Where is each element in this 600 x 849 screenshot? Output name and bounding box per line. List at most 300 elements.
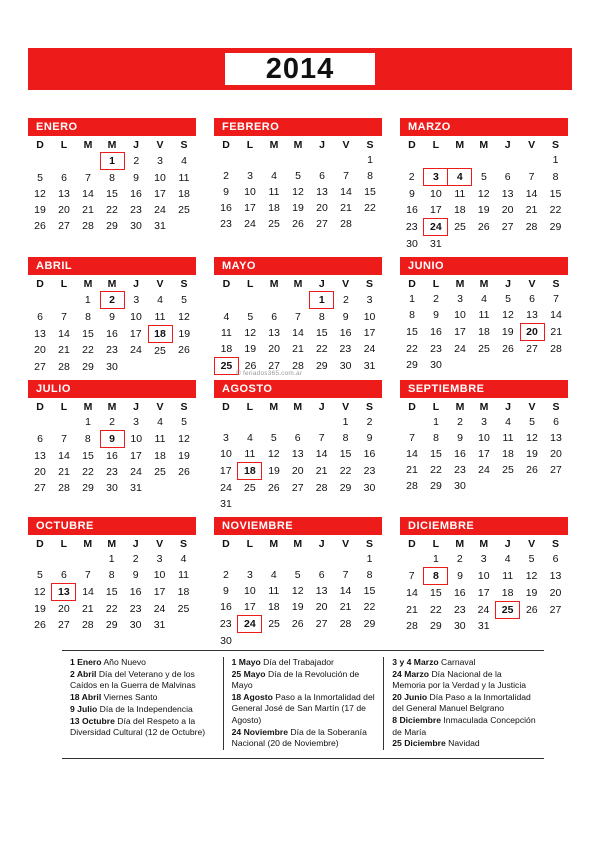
- day-cell[interactable]: 6: [504, 171, 511, 183]
- day-cell[interactable]: 10: [244, 186, 256, 198]
- day-cell[interactable]: 27: [291, 481, 304, 494]
- day-cell[interactable]: 19: [292, 202, 304, 214]
- day-cell[interactable]: 30: [220, 634, 232, 647]
- day-cell[interactable]: 10: [220, 448, 232, 461]
- day-cell[interactable]: 10: [454, 309, 466, 322]
- day-cell[interactable]: 18: [453, 204, 466, 217]
- day-cell[interactable]: 26: [292, 218, 304, 230]
- day-cell[interactable]: 3: [133, 294, 140, 306]
- day-cell[interactable]: 29: [430, 620, 442, 633]
- day-cell[interactable]: 23: [219, 618, 232, 630]
- day-cell[interactable]: 9: [223, 585, 229, 597]
- day-cell[interactable]: 8: [85, 310, 91, 323]
- day-cell[interactable]: 10: [478, 432, 490, 444]
- day-cell[interactable]: 27: [34, 482, 46, 494]
- day-cell[interactable]: 20: [550, 448, 562, 460]
- day-cell[interactable]: 22: [106, 204, 118, 216]
- day-cell[interactable]: 4: [180, 553, 187, 565]
- day-cell[interactable]: 8: [84, 433, 91, 445]
- day-cell[interactable]: 10: [244, 585, 256, 597]
- day-cell[interactable]: 25: [244, 482, 256, 494]
- day-cell[interactable]: 3: [223, 432, 229, 444]
- day-cell[interactable]: 25: [454, 221, 466, 233]
- day-cell[interactable]: 20: [315, 601, 328, 614]
- day-cell[interactable]: 2: [342, 294, 349, 306]
- day-cell[interactable]: 18: [154, 449, 166, 462]
- day-cell[interactable]: 7: [61, 433, 67, 445]
- day-cell[interactable]: 29: [339, 481, 352, 494]
- day-cell[interactable]: 25: [178, 204, 190, 216]
- day-cell[interactable]: 27: [268, 360, 280, 372]
- day-cell[interactable]: 9: [433, 309, 439, 322]
- day-cell[interactable]: 25: [154, 344, 166, 357]
- day-cell-holiday[interactable]: 9: [100, 431, 124, 448]
- day-cell[interactable]: 6: [61, 171, 67, 184]
- day-cell[interactable]: 1: [433, 416, 439, 428]
- day-cell[interactable]: 15: [106, 188, 118, 200]
- day-cell[interactable]: 9: [109, 311, 115, 323]
- day-cell[interactable]: 18: [502, 448, 514, 460]
- day-cell-holiday[interactable]: 24: [238, 616, 262, 633]
- day-cell[interactable]: 14: [292, 327, 304, 339]
- day-cell[interactable]: 8: [367, 170, 373, 182]
- day-cell[interactable]: 3: [157, 155, 163, 167]
- day-cell[interactable]: 9: [366, 432, 373, 444]
- day-cell[interactable]: 26: [267, 481, 280, 494]
- day-cell[interactable]: 13: [316, 186, 328, 198]
- day-cell[interactable]: 5: [37, 171, 43, 184]
- day-cell[interactable]: 7: [295, 310, 301, 323]
- day-cell[interactable]: 7: [84, 569, 91, 582]
- day-cell[interactable]: 21: [315, 465, 328, 477]
- day-cell[interactable]: 24: [154, 204, 166, 216]
- day-cell[interactable]: 5: [481, 171, 487, 183]
- day-cell[interactable]: 17: [244, 601, 256, 613]
- day-cell[interactable]: 5: [37, 569, 43, 582]
- day-cell[interactable]: 13: [315, 585, 328, 597]
- day-cell[interactable]: 9: [342, 310, 349, 323]
- day-cell[interactable]: 1: [409, 293, 415, 305]
- day-cell[interactable]: 5: [505, 293, 511, 305]
- day-cell[interactable]: 19: [268, 465, 280, 477]
- day-cell[interactable]: 29: [363, 618, 376, 630]
- day-cell[interactable]: 23: [339, 343, 352, 356]
- day-cell[interactable]: 26: [244, 360, 257, 372]
- day-cell[interactable]: 21: [406, 603, 418, 616]
- day-cell-holiday[interactable]: 1: [100, 153, 124, 170]
- day-cell[interactable]: 23: [454, 464, 466, 476]
- day-cell[interactable]: 2: [223, 170, 229, 182]
- day-cell[interactable]: 20: [316, 202, 328, 214]
- day-cell[interactable]: 19: [34, 602, 46, 615]
- day-cell[interactable]: 17: [154, 188, 166, 200]
- day-cell[interactable]: 11: [268, 186, 280, 198]
- day-cell[interactable]: 9: [457, 432, 463, 444]
- day-cell[interactable]: 29: [549, 221, 562, 233]
- day-cell[interactable]: 1: [85, 416, 91, 429]
- day-cell[interactable]: 20: [291, 465, 304, 477]
- day-cell[interactable]: 21: [340, 202, 352, 214]
- day-cell[interactable]: 26: [34, 220, 46, 232]
- day-cell[interactable]: 14: [58, 449, 70, 462]
- day-cell[interactable]: 21: [406, 464, 418, 476]
- day-cell[interactable]: 17: [153, 586, 166, 598]
- day-cell[interactable]: 17: [454, 326, 466, 338]
- day-cell[interactable]: 25: [268, 618, 280, 630]
- day-cell[interactable]: 17: [363, 327, 376, 339]
- day-cell-holiday[interactable]: 20: [520, 324, 544, 341]
- day-cell[interactable]: 9: [133, 171, 139, 184]
- day-cell[interactable]: 11: [244, 448, 256, 460]
- day-cell[interactable]: 15: [549, 187, 562, 200]
- day-cell[interactable]: 8: [342, 432, 349, 444]
- day-cell[interactable]: 13: [268, 327, 280, 339]
- day-cell[interactable]: 26: [291, 618, 304, 630]
- day-cell[interactable]: 15: [430, 448, 442, 460]
- day-cell[interactable]: 14: [340, 186, 352, 198]
- day-cell[interactable]: 8: [109, 172, 115, 184]
- day-cell[interactable]: 14: [82, 586, 94, 598]
- day-cell[interactable]: 24: [153, 602, 166, 615]
- day-cell[interactable]: 30: [454, 480, 466, 492]
- day-cell[interactable]: 19: [501, 326, 514, 338]
- day-cell[interactable]: 26: [34, 619, 46, 631]
- day-cell[interactable]: 10: [153, 569, 166, 582]
- day-cell[interactable]: 3: [133, 416, 139, 429]
- day-cell[interactable]: 3: [246, 569, 253, 581]
- day-cell[interactable]: 28: [340, 218, 352, 230]
- day-cell[interactable]: 15: [406, 326, 418, 338]
- day-cell[interactable]: 23: [363, 465, 376, 477]
- day-cell[interactable]: 23: [220, 218, 232, 230]
- day-cell[interactable]: 22: [406, 342, 418, 355]
- day-cell[interactable]: 4: [481, 293, 487, 305]
- day-cell[interactable]: 24: [363, 343, 376, 356]
- day-cell[interactable]: 30: [406, 237, 418, 250]
- day-cell[interactable]: 5: [528, 553, 535, 566]
- day-cell[interactable]: 2: [132, 553, 139, 565]
- day-cell[interactable]: 30: [129, 619, 142, 631]
- day-cell[interactable]: 28: [81, 619, 94, 631]
- day-cell[interactable]: 15: [82, 449, 94, 462]
- day-cell[interactable]: 28: [58, 360, 70, 373]
- day-cell[interactable]: 23: [106, 466, 118, 478]
- day-cell[interactable]: 30: [339, 360, 352, 372]
- day-cell[interactable]: 7: [61, 310, 67, 323]
- day-cell[interactable]: 25: [478, 342, 490, 355]
- day-cell[interactable]: 26: [477, 221, 490, 233]
- day-cell[interactable]: 27: [34, 360, 46, 373]
- day-cell[interactable]: 23: [430, 342, 442, 355]
- day-cell[interactable]: 14: [82, 188, 94, 200]
- day-cell[interactable]: 7: [85, 171, 91, 184]
- day-cell[interactable]: 31: [154, 220, 166, 232]
- day-cell[interactable]: 16: [220, 601, 232, 614]
- day-cell[interactable]: 31: [363, 360, 376, 372]
- day-cell[interactable]: 20: [268, 343, 280, 356]
- day-cell[interactable]: 15: [430, 587, 442, 599]
- day-cell[interactable]: 11: [454, 188, 466, 200]
- day-cell[interactable]: 31: [153, 619, 166, 631]
- day-cell[interactable]: 7: [343, 170, 349, 182]
- day-cell[interactable]: 2: [366, 416, 373, 428]
- day-cell[interactable]: 8: [108, 569, 115, 582]
- day-cell[interactable]: 1: [342, 416, 349, 428]
- day-cell[interactable]: 20: [34, 466, 46, 478]
- day-cell[interactable]: 11: [268, 585, 280, 597]
- day-cell[interactable]: 3: [480, 553, 487, 566]
- day-cell[interactable]: 29: [106, 220, 118, 232]
- day-cell[interactable]: 31: [477, 620, 490, 633]
- day-cell[interactable]: 13: [526, 309, 538, 321]
- day-cell[interactable]: 6: [271, 310, 278, 323]
- day-cell[interactable]: 7: [528, 171, 535, 183]
- day-cell[interactable]: 28: [525, 221, 538, 233]
- day-cell[interactable]: 5: [247, 310, 254, 323]
- day-cell[interactable]: 4: [504, 553, 511, 566]
- day-cell[interactable]: 1: [367, 154, 373, 166]
- day-cell[interactable]: 19: [477, 204, 490, 217]
- day-cell[interactable]: 6: [37, 433, 43, 445]
- day-cell[interactable]: 16: [106, 327, 118, 340]
- day-cell[interactable]: 12: [291, 585, 304, 597]
- day-cell[interactable]: 16: [430, 326, 442, 338]
- day-cell[interactable]: 17: [129, 327, 142, 340]
- day-cell-holiday[interactable]: 2: [100, 292, 124, 309]
- day-cell[interactable]: 28: [82, 220, 94, 232]
- day-cell[interactable]: 21: [81, 602, 94, 615]
- day-cell[interactable]: 30: [106, 360, 118, 373]
- day-cell[interactable]: 3: [156, 553, 163, 565]
- day-cell[interactable]: 10: [130, 433, 143, 445]
- day-cell[interactable]: 16: [339, 327, 352, 339]
- day-cell[interactable]: 22: [430, 464, 442, 476]
- day-cell[interactable]: 9: [457, 570, 463, 582]
- day-cell[interactable]: 30: [130, 220, 142, 232]
- day-cell[interactable]: 26: [525, 603, 538, 616]
- day-cell[interactable]: 4: [246, 432, 253, 444]
- day-cell[interactable]: 24: [130, 466, 142, 478]
- day-cell[interactable]: 27: [315, 618, 328, 630]
- day-cell[interactable]: 9: [409, 187, 415, 200]
- day-cell[interactable]: 27: [526, 343, 538, 355]
- day-cell[interactable]: 13: [34, 449, 46, 462]
- day-cell[interactable]: 20: [34, 344, 46, 357]
- day-cell-holiday[interactable]: 25: [215, 358, 239, 375]
- day-cell[interactable]: 22: [82, 466, 94, 478]
- day-cell[interactable]: 7: [408, 570, 415, 582]
- day-cell[interactable]: 11: [502, 570, 514, 582]
- day-cell[interactable]: 15: [339, 448, 352, 461]
- day-cell[interactable]: 26: [178, 466, 190, 478]
- day-cell[interactable]: 28: [292, 360, 304, 372]
- day-cell[interactable]: 25: [268, 218, 280, 230]
- day-cell[interactable]: 19: [34, 204, 46, 216]
- day-cell[interactable]: 27: [316, 218, 328, 230]
- day-cell[interactable]: 15: [315, 327, 328, 339]
- day-cell[interactable]: 5: [294, 569, 301, 581]
- day-cell[interactable]: 13: [549, 570, 562, 582]
- day-cell[interactable]: 12: [526, 432, 538, 444]
- day-cell[interactable]: 13: [291, 448, 304, 461]
- day-cell[interactable]: 4: [271, 170, 277, 182]
- day-cell-holiday[interactable]: 8: [424, 568, 448, 585]
- day-cell[interactable]: 21: [550, 326, 563, 338]
- day-cell[interactable]: 12: [178, 310, 190, 323]
- day-cell[interactable]: 3: [457, 293, 463, 305]
- day-cell-holiday[interactable]: 18: [148, 325, 172, 342]
- day-cell[interactable]: 19: [291, 601, 304, 614]
- day-cell[interactable]: 6: [294, 432, 301, 444]
- day-cell[interactable]: 5: [181, 416, 187, 429]
- day-cell[interactable]: 3: [481, 416, 487, 428]
- day-cell[interactable]: 28: [550, 342, 562, 355]
- day-cell[interactable]: 18: [501, 586, 514, 599]
- day-cell[interactable]: 29: [406, 359, 418, 371]
- day-cell[interactable]: 28: [58, 482, 70, 494]
- day-cell[interactable]: 6: [552, 553, 559, 566]
- day-cell[interactable]: 7: [553, 293, 559, 305]
- day-cell[interactable]: 4: [157, 416, 163, 429]
- day-cell[interactable]: 17: [244, 202, 256, 214]
- day-cell[interactable]: 7: [409, 432, 415, 444]
- day-cell[interactable]: 10: [477, 570, 490, 582]
- day-cell[interactable]: 22: [363, 601, 376, 614]
- day-cell[interactable]: 6: [319, 170, 325, 182]
- day-cell[interactable]: 19: [525, 586, 538, 599]
- day-cell[interactable]: 29: [82, 482, 94, 494]
- day-cell[interactable]: 15: [364, 186, 376, 198]
- day-cell[interactable]: 24: [477, 603, 490, 616]
- day-cell[interactable]: 10: [430, 188, 442, 200]
- day-cell[interactable]: 8: [366, 569, 373, 581]
- day-cell[interactable]: 15: [105, 586, 118, 598]
- day-cell[interactable]: 10: [130, 310, 142, 323]
- day-cell[interactable]: 22: [430, 603, 442, 616]
- day-cell[interactable]: 11: [154, 310, 166, 323]
- day-cell[interactable]: 27: [58, 619, 70, 631]
- day-cell[interactable]: 2: [223, 569, 229, 581]
- day-cell[interactable]: 18: [177, 586, 190, 598]
- day-cell[interactable]: 21: [292, 343, 304, 356]
- day-cell[interactable]: 17: [219, 465, 232, 477]
- day-cell[interactable]: 26: [502, 342, 514, 355]
- day-cell[interactable]: 2: [433, 293, 439, 305]
- day-cell[interactable]: 22: [315, 343, 328, 356]
- day-cell[interactable]: 16: [454, 448, 466, 460]
- day-cell[interactable]: 6: [37, 310, 43, 323]
- day-cell[interactable]: 11: [478, 309, 490, 322]
- day-cell[interactable]: 15: [82, 327, 94, 340]
- day-cell-holiday[interactable]: 24: [424, 219, 448, 236]
- day-cell[interactable]: 12: [267, 448, 280, 461]
- day-cell[interactable]: 30: [453, 620, 466, 633]
- day-cell[interactable]: 4: [223, 310, 230, 323]
- day-cell[interactable]: 14: [339, 585, 352, 597]
- day-cell-holiday[interactable]: 25: [496, 601, 520, 618]
- day-cell[interactable]: 27: [58, 220, 70, 232]
- day-cell[interactable]: 1: [432, 553, 439, 565]
- day-cell[interactable]: 21: [525, 204, 538, 217]
- day-cell[interactable]: 20: [501, 204, 514, 217]
- day-cell[interactable]: 23: [130, 204, 142, 216]
- day-cell[interactable]: 4: [181, 155, 187, 167]
- day-cell[interactable]: 18: [220, 343, 233, 355]
- day-cell[interactable]: 13: [58, 188, 70, 200]
- day-cell[interactable]: 17: [477, 586, 490, 599]
- day-cell[interactable]: 18: [178, 188, 190, 200]
- day-cell-holiday[interactable]: 3: [424, 169, 448, 186]
- day-cell[interactable]: 1: [108, 553, 115, 565]
- day-cell[interactable]: 31: [130, 482, 142, 494]
- day-cell[interactable]: 2: [408, 171, 415, 183]
- day-cell[interactable]: 10: [154, 171, 166, 184]
- day-cell[interactable]: 6: [60, 569, 67, 581]
- day-cell[interactable]: 24: [220, 481, 232, 494]
- day-cell[interactable]: 16: [406, 204, 418, 217]
- day-cell[interactable]: 17: [430, 204, 442, 216]
- day-cell[interactable]: 4: [157, 294, 163, 306]
- day-cell[interactable]: 31: [430, 238, 442, 250]
- day-cell[interactable]: 25: [502, 464, 514, 476]
- day-cell-holiday[interactable]: 18: [238, 463, 262, 480]
- day-cell[interactable]: 14: [406, 586, 418, 599]
- day-cell[interactable]: 14: [58, 327, 70, 340]
- day-cell[interactable]: 27: [550, 464, 562, 476]
- day-cell[interactable]: 29: [82, 360, 94, 373]
- day-cell[interactable]: 13: [550, 432, 562, 444]
- day-cell[interactable]: 2: [456, 553, 463, 566]
- day-cell[interactable]: 19: [178, 327, 191, 340]
- day-cell[interactable]: 8: [318, 311, 325, 323]
- day-cell[interactable]: 2: [109, 416, 115, 428]
- day-cell[interactable]: 15: [363, 585, 376, 597]
- day-cell[interactable]: 12: [292, 186, 304, 198]
- day-cell[interactable]: 25: [177, 602, 190, 615]
- day-cell[interactable]: 9: [223, 186, 229, 198]
- day-cell[interactable]: 16: [129, 586, 142, 598]
- day-cell[interactable]: 20: [549, 586, 562, 599]
- day-cell[interactable]: 22: [339, 465, 352, 477]
- day-cell[interactable]: 8: [433, 432, 439, 444]
- day-cell[interactable]: 14: [550, 309, 562, 322]
- day-cell-holiday[interactable]: 13: [52, 584, 76, 601]
- day-cell[interactable]: 5: [295, 170, 301, 182]
- day-cell[interactable]: 13: [34, 327, 46, 340]
- day-cell[interactable]: 2: [457, 416, 463, 428]
- day-cell[interactable]: 1: [84, 294, 91, 306]
- day-cell[interactable]: 25: [154, 466, 166, 478]
- day-cell[interactable]: 12: [33, 586, 46, 598]
- day-cell[interactable]: 21: [82, 204, 94, 216]
- day-cell[interactable]: 23: [129, 602, 142, 615]
- day-cell[interactable]: 16: [363, 448, 376, 461]
- day-cell[interactable]: 21: [58, 466, 70, 478]
- day-cell[interactable]: 2: [133, 155, 140, 167]
- day-cell[interactable]: 1: [552, 154, 559, 167]
- day-cell[interactable]: 21: [339, 601, 352, 614]
- day-cell[interactable]: 12: [244, 327, 257, 339]
- day-cell[interactable]: 27: [501, 221, 514, 233]
- day-cell[interactable]: 29: [105, 619, 118, 631]
- day-cell[interactable]: 10: [363, 310, 376, 323]
- day-cell[interactable]: 12: [178, 433, 190, 445]
- day-cell[interactable]: 16: [220, 202, 232, 214]
- day-cell[interactable]: 6: [529, 293, 535, 305]
- day-cell[interactable]: 22: [105, 602, 118, 615]
- day-cell[interactable]: 28: [406, 620, 418, 633]
- day-cell[interactable]: 5: [270, 432, 277, 444]
